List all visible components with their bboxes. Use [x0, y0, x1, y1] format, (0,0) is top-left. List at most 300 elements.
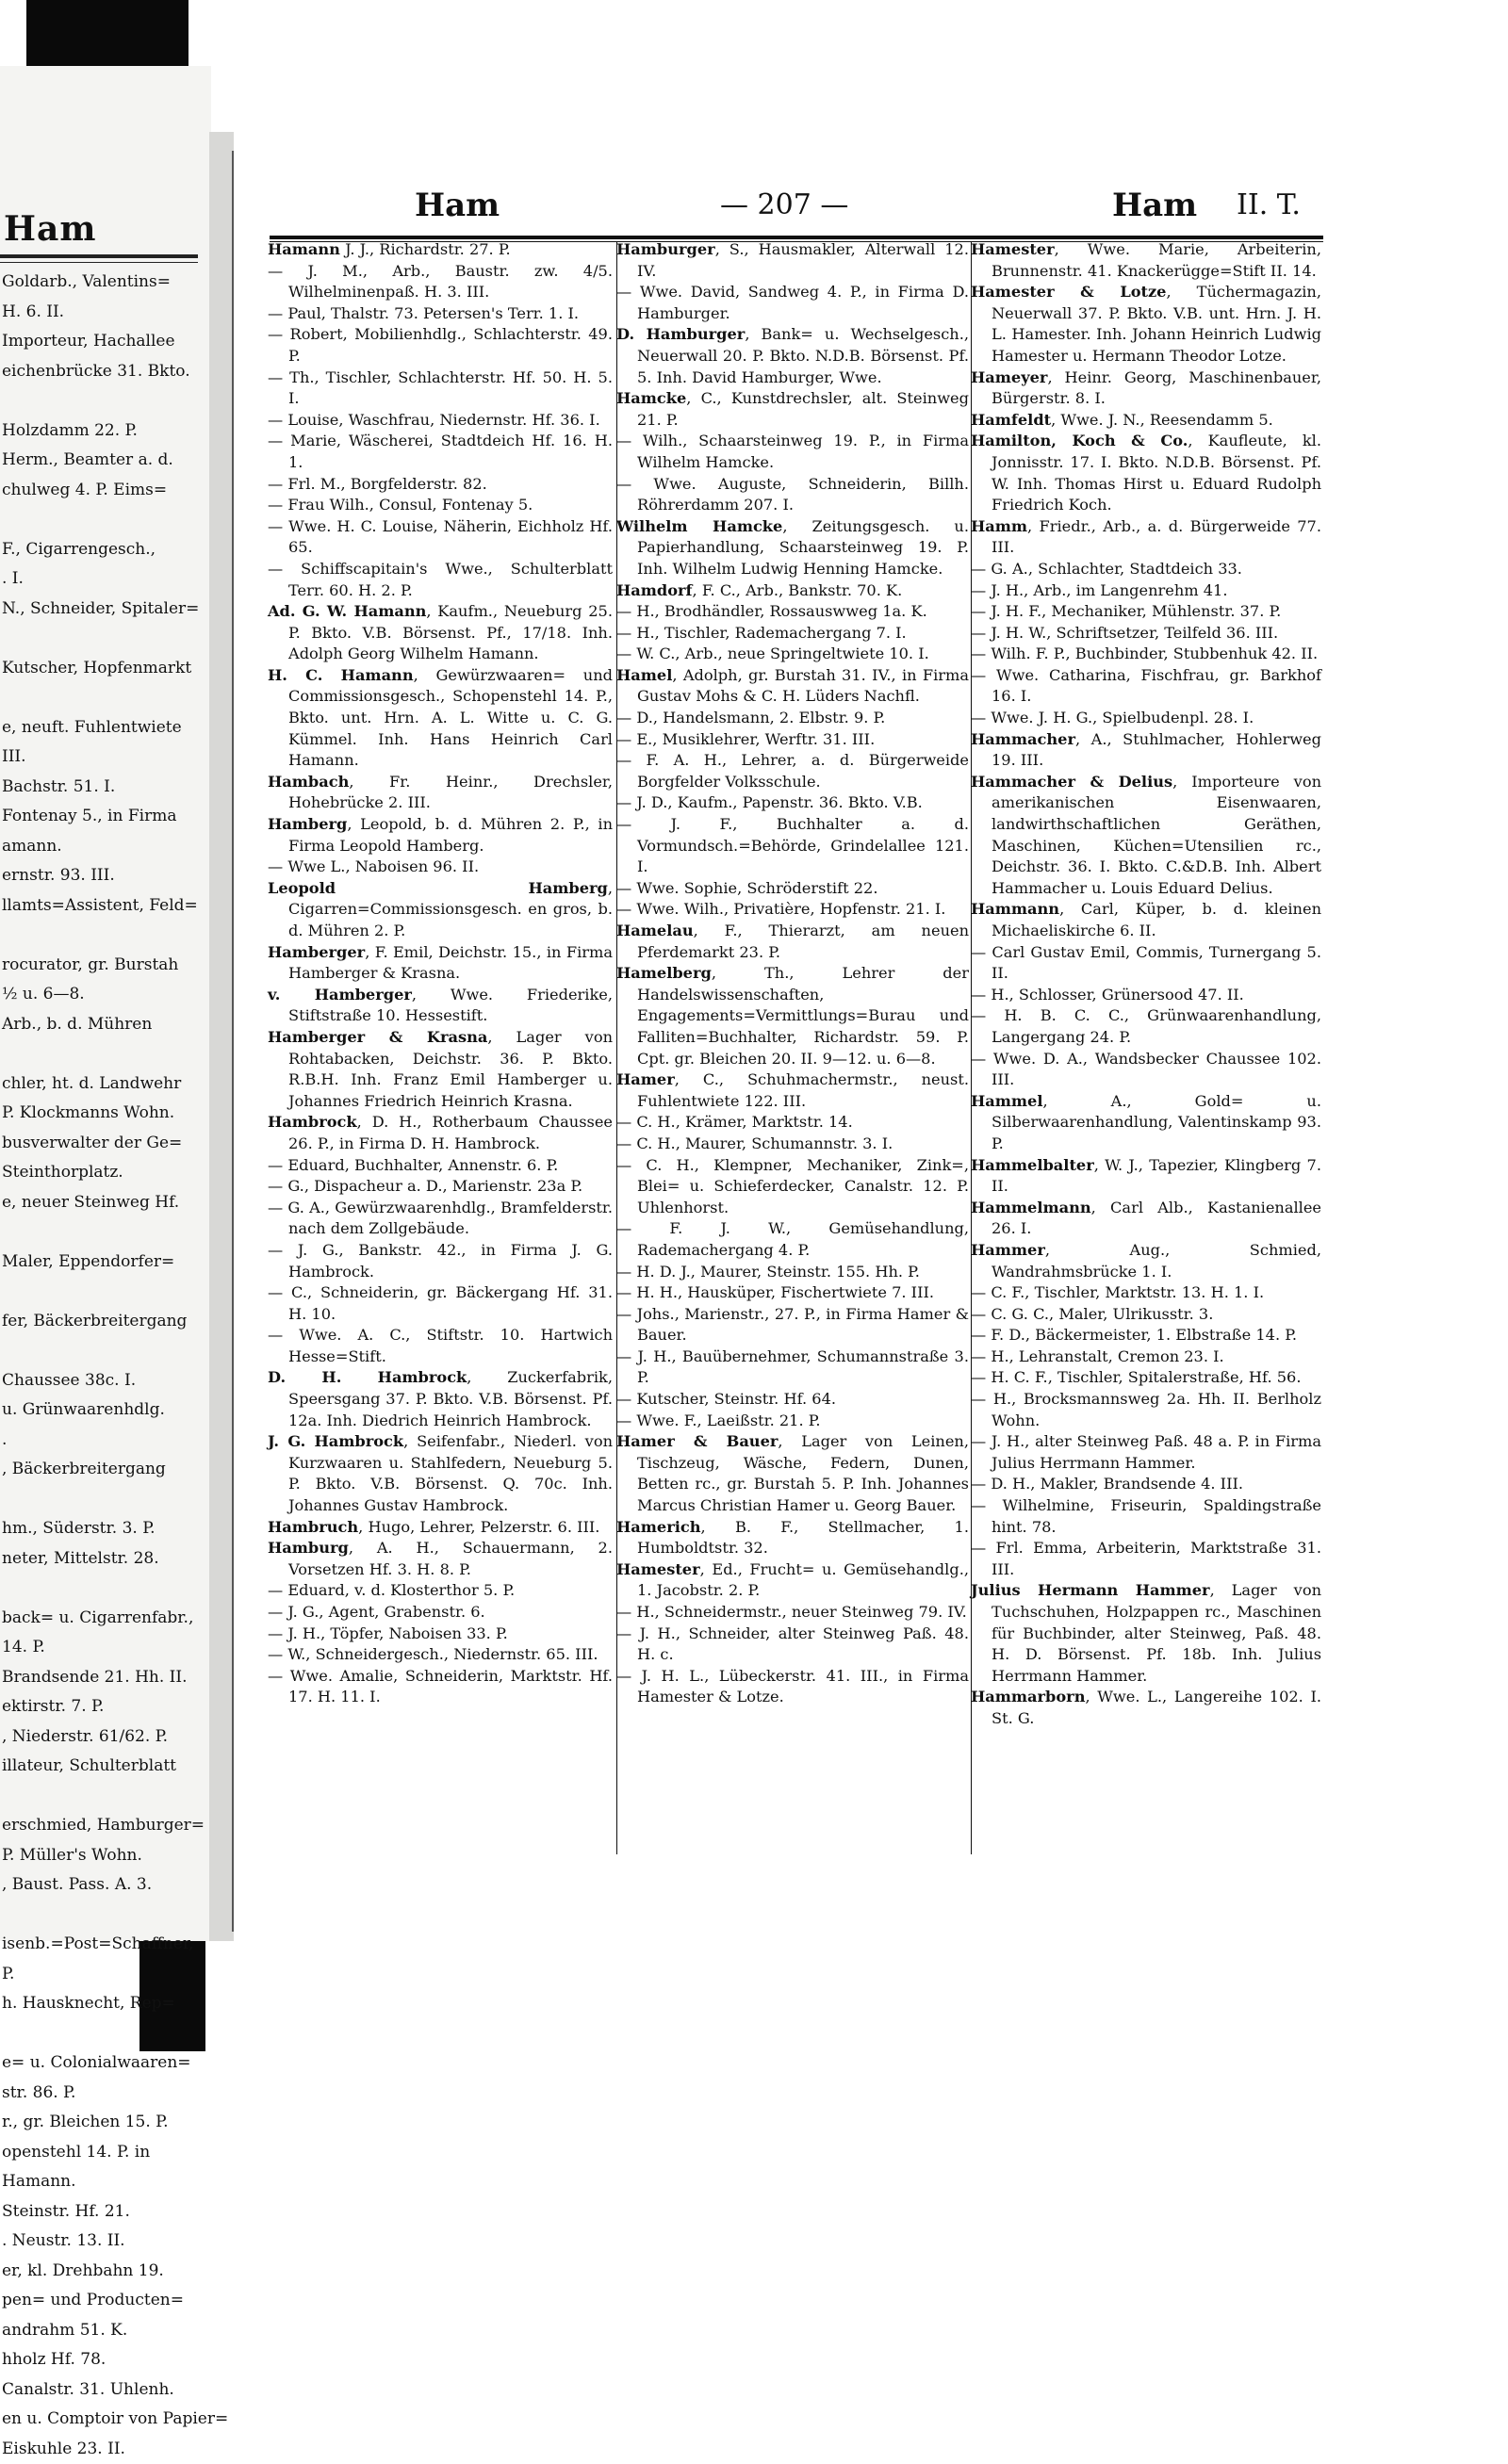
entry-details: — F. J. W., Gemüsehandlung, Rademachergang 4. P. — [616, 1219, 969, 1259]
directory-entry — [616, 665, 969, 708]
entry-details: — Wilhelmine, Friseurin, Spaldingstraße hint. 78. — [971, 1496, 1321, 1536]
entry-name: Hamburg — [268, 1539, 349, 1557]
entry-details: — Th., Tischler, Schlachterstr. Hf. 50. H. 5. I. — [268, 368, 613, 408]
entry-details: — Wwe. David, Sandweg 4. P., in Firma D. Hamburger. — [616, 283, 969, 322]
directory-entry — [971, 601, 1321, 623]
entry-details: — H. C. F., Tischler, Spitalerstraße, Hf. 56. — [971, 1368, 1302, 1386]
facing-page-line: Steinstr. Hf. 21. — [2, 2197, 205, 2227]
directory-entry — [268, 1325, 613, 1367]
entry-details: , S., Hausmakler, Alterwall 12. IV. — [637, 240, 969, 280]
facing-page-line — [2, 386, 205, 416]
entry-details: , F., Thierarzt, am neuen Pferdemarkt 23. P. — [637, 922, 969, 961]
entry-details: , A., Gold= u. Silberwaarenhandlung, Valentinskamp 93. P. — [992, 1092, 1321, 1152]
directory-entry — [971, 1580, 1321, 1687]
facing-page-line: isenb.=Post=Schaffner, — [2, 1930, 205, 1960]
facing-page-line: erschmied, Hamburger= — [2, 1811, 205, 1841]
directory-entry — [971, 1325, 1321, 1346]
entry-name: Ad. G. W. Hamann — [268, 602, 426, 620]
entry-details: — C. H., Klempner, Mechaniker, Zink=, Blei= u. Schieferdecker, Canalstr. 12. P. Uhlenhorst. — [616, 1156, 969, 1216]
directory-entry — [616, 474, 969, 516]
directory-entry — [268, 410, 613, 432]
entry-details: , Fr. Heinr., Drechsler, Hohebrücke 2. III. — [288, 773, 613, 812]
facing-page-line: er, kl. Drehbahn 19. — [2, 2257, 205, 2287]
directory-entry — [268, 1517, 613, 1539]
entry-name: H. C. Hamann — [268, 666, 414, 684]
entry-details: , Hugo, Lehrer, Pelzerstr. 6. III. — [358, 1518, 599, 1536]
directory-entry — [268, 942, 613, 985]
facing-page-line: en u. Comptoir von Papier= — [2, 2405, 205, 2435]
entry-name: Hamcke — [616, 389, 686, 407]
facing-page-line: , Baust. Pass. A. 3. — [2, 1870, 205, 1901]
directory-entry — [616, 729, 969, 751]
entry-details: — C. F., Tischler, Marktstr. 13. H. 1. I. — [971, 1283, 1264, 1301]
running-head-left: Ham — [415, 187, 500, 224]
entry-details: , Friedr., Arb., a. d. Bürgerweide 77. III. — [992, 517, 1321, 557]
facing-page-line: ektirstr. 7. P. — [2, 1692, 205, 1722]
entry-details: — W., Schneidergesch., Niedernstr. 65. III. — [268, 1645, 598, 1663]
entry-name: D. Hamburger — [616, 325, 745, 343]
entry-name: Hamilton, Koch & Co. — [971, 432, 1188, 449]
directory-entry — [616, 1134, 969, 1155]
entry-details: — J. H., alter Steinweg Paß. 48 a. P. in Firma Julius Herrmann Hammer. — [971, 1432, 1321, 1472]
directory-entry — [616, 1431, 969, 1516]
entry-name: Hamester — [616, 1560, 700, 1578]
facing-page-line: III. — [2, 742, 205, 773]
entry-name: Hamm — [971, 517, 1027, 535]
directory-entry — [971, 431, 1321, 515]
entry-details: , B. F., Stellmacher, 1. Humboldtstr. 32. — [637, 1518, 969, 1558]
directory-entry — [616, 1517, 969, 1559]
directory-entry — [268, 814, 613, 857]
directory-entry — [971, 1538, 1321, 1580]
entry-name: Hamann — [268, 240, 340, 258]
directory-entry — [616, 431, 969, 473]
running-head-right: Ham — [1112, 187, 1197, 224]
facing-page-line: Eiskuhle 23. II. — [2, 2435, 205, 2464]
directory-entry — [616, 1155, 969, 1219]
entry-details: — Wwe L., Naboisen 96. II. — [268, 857, 479, 875]
entry-details: , C., Kunstdrechsler, alt. Steinweg 21. P. — [637, 389, 969, 429]
directory-entry — [268, 985, 613, 1027]
entry-name: v. Hamberger — [268, 986, 412, 1004]
directory-entry — [971, 1198, 1321, 1240]
entry-details: — H., Brodhändler, Rossauswweg 1a. K. — [616, 602, 927, 620]
entry-details: — C. G. C., Maler, Ulrikusstr. 3. — [971, 1305, 1213, 1323]
entry-name: Hamel — [616, 666, 672, 684]
entry-details: — Wwe. Sophie, Schröderstift 22. — [616, 879, 878, 897]
entry-name: Hammel — [971, 1092, 1043, 1110]
entry-details: — Wwe. A. C., Stiftstr. 10. Hartwich Hesse=Stift. — [268, 1326, 613, 1365]
directory-entry — [268, 303, 613, 325]
directory-entry — [268, 516, 613, 559]
facing-page-line — [2, 1039, 205, 1069]
entry-details: — Robert, Mobilienhdlg., Schlachterstr. 49. P. — [268, 325, 613, 365]
entry-details: — Wilh., Schaarsteinweg 19. P., in Firma Wilhelm Hamcke. — [616, 432, 969, 471]
facing-page-line: pen= und Producten= — [2, 2286, 205, 2316]
entry-details: , C., Schuhmachermstr., neust. Fuhlentwiete 122. III. — [637, 1070, 969, 1110]
facing-page-line — [2, 1782, 205, 1812]
entry-details: , Tüchermagazin, Neuerwall 37. P. Bkto. V.B. unt. Hrn. J. H. L. Hamester. Inh. Johann Heinrich Ludwig Hamester u. Hermann Theodor Lotze. — [992, 283, 1321, 365]
directory-entry — [971, 1389, 1321, 1431]
facing-page-line: openstehl 14. P. in — [2, 2138, 205, 2168]
facing-page-line — [2, 683, 205, 713]
entry-details: — J. M., Arb., Baustr. zw. 4/5. Wilhelminenpaß. H. 3. III. — [268, 262, 613, 302]
facing-page-line: Steinthorplatz. — [2, 1158, 205, 1188]
entry-details: , A., Stuhlmacher, Hohlerweg 19. III. — [992, 730, 1321, 770]
entry-name: Hamfeldt — [971, 411, 1051, 429]
entry-name: Hammer — [971, 1241, 1045, 1259]
entry-details: — Wilh. F. P., Buchbinder, Stubbenhuk 42. II. — [971, 645, 1318, 662]
facing-page-line: rocurator, gr. Burstah — [2, 951, 205, 981]
facing-page-line: P. Müller's Wohn. — [2, 1841, 205, 1871]
directory-entry — [616, 1411, 969, 1432]
facing-page-line: e, neuer Steinweg Hf. — [2, 1188, 205, 1218]
entry-name: Hamerich — [616, 1518, 701, 1536]
directory-entry — [971, 1049, 1321, 1091]
entry-details: — H., Brocksmannsweg 2a. Hh. II. Berlholz Wohn. — [971, 1390, 1321, 1429]
directory-entry — [268, 878, 613, 942]
entry-details: — Marie, Wäscherei, Stadtdeich Hf. 16. H. 1. — [268, 432, 613, 471]
entry-details: , Bank= u. Wechselgesch., Neuerwall 20. P. Bkto. N.D.B. Börsenst. Pf. 5. Inh. David Hamburger, Wwe. — [637, 325, 969, 385]
book-gutter — [209, 132, 234, 1941]
directory-entry — [268, 1282, 613, 1325]
directory-entry — [268, 367, 613, 410]
facing-page-line: andrahm 51. K. — [2, 2316, 205, 2346]
facing-page-line: P. — [2, 1960, 205, 1990]
entry-name: Wilhelm Hamcke — [616, 517, 782, 535]
directory-entry — [971, 942, 1321, 985]
entry-details: — G. A., Schlachter, Stadtdeich 33. — [971, 560, 1242, 578]
facing-page-line: e, neuft. Fuhlentwiete — [2, 713, 205, 743]
facing-page-line: amann. — [2, 832, 205, 862]
directory-entry — [971, 1367, 1321, 1389]
entry-details: — Wwe. H. C. Louise, Näherin, Eichholz Hf. 65. — [268, 517, 613, 557]
directory-page — [236, 141, 1342, 1960]
facing-page-line — [2, 1901, 205, 1931]
facing-page-line: illateur, Schulterblatt — [2, 1752, 205, 1782]
entry-details: — H., Schneidermstr., neuer Steinweg 79. IV. — [616, 1603, 967, 1621]
directory-entry — [268, 1367, 613, 1431]
entry-name: Hamester — [971, 240, 1055, 258]
facing-page-line: chulweg 4. P. Eims= — [2, 476, 205, 506]
entry-details: — J. H., Töpfer, Naboisen 33. P. — [268, 1624, 508, 1642]
facing-page-line: str. 86. P. — [2, 2079, 205, 2109]
entry-details: , Aug., Schmied, Wandrahmsbrücke 1. I. — [992, 1241, 1321, 1281]
directory-entry — [268, 261, 613, 303]
entry-details: , Lager von Rohtabacken, Deichstr. 36. P. Bkto. R.B.H. Inh. Franz Emil Hamberger u. Johannes Friedrich Heinrich Krasna. — [288, 1028, 613, 1110]
facing-page-line: . — [2, 1426, 205, 1456]
entry-name: Hameyer — [971, 368, 1047, 386]
directory-entry — [616, 878, 969, 900]
directory-entry — [268, 559, 613, 601]
facing-page-line: neter, Mittelstr. 28. — [2, 1544, 205, 1575]
entry-name: Hamelberg — [616, 964, 712, 982]
directory-entry — [971, 559, 1321, 580]
entry-details: , F. C., Arb., Bankstr. 70. K. — [693, 581, 903, 599]
entry-details: — D., Handelsmann, 2. Elbstr. 9. P. — [616, 709, 885, 726]
entry-details: , Gewürzwaaren= und Commissionsgesch., Schopenstehl 14. P., Bkto. unt. Hrn. A. L. Witte u. C. G. Kümmel. Inh. Hans Heinrich Carl Hamann. — [288, 666, 613, 769]
entry-details: — Louise, Waschfrau, Niedernstr. Hf. 36. I. — [268, 411, 600, 429]
directory-entry — [268, 1112, 613, 1154]
directory-entry — [268, 665, 613, 772]
directory-entry — [616, 388, 969, 431]
facing-page-line: N., Schneider, Spitaler= — [2, 595, 205, 625]
directory-entry — [971, 1240, 1321, 1282]
directory-entry — [616, 1624, 969, 1666]
entry-name: Hammann — [971, 900, 1059, 918]
entry-details: , Wwe. J. N., Reesendamm 5. — [1051, 411, 1273, 429]
facing-page-line: ernstr. 93. III. — [2, 861, 205, 891]
facing-page-line: , Bäckerbreitergang — [2, 1455, 205, 1485]
directory-entry — [268, 1431, 613, 1516]
directory-entry — [268, 239, 613, 261]
directory-entry — [971, 1495, 1321, 1538]
entry-details: — J. H. W., Schriftsetzer, Teilfeld 36. III. — [971, 624, 1278, 642]
directory-entry — [971, 516, 1321, 559]
entry-details: , W. J., Tapezier, Klingberg 7. II. — [992, 1156, 1321, 1196]
entry-details: — Schiffscapitain's Wwe., Schulterblatt Terr. 60. H. 2. P. — [268, 560, 613, 599]
facing-page-line: Herm., Beamter a. d. — [2, 446, 205, 476]
entry-details: , Cigarren=Commissionsgesch. en gros, b. d. Mühren 2. P. — [288, 879, 613, 939]
directory-entry — [971, 239, 1321, 282]
facing-page-line: Hamann. — [2, 2167, 205, 2197]
directory-entry — [268, 857, 613, 878]
directory-entry — [616, 1389, 969, 1411]
entry-name: Leopold Hamberg — [268, 879, 608, 897]
entry-name: Hambach — [268, 773, 349, 791]
entry-details: — H., Tischler, Rademachergang 7. I. — [616, 624, 907, 642]
facing-page-line: hholz Hf. 78. — [2, 2345, 205, 2375]
facing-page-line — [2, 505, 205, 535]
entry-name: Hamberger — [268, 943, 365, 961]
facing-page-line — [2, 624, 205, 654]
entry-details: — W. C., Arb., neue Springeltwiete 10. I. — [616, 645, 929, 662]
directory-entry — [616, 1346, 969, 1389]
facing-page-line: Bachstr. 51. I. — [2, 773, 205, 803]
entry-details: — F. A. H., Lehrer, a. d. Bürgerweide Borgfelder Volksschule. — [616, 751, 969, 791]
directory-entry — [268, 1580, 613, 1602]
entry-name: Hambruch — [268, 1518, 358, 1536]
directory-entry — [971, 772, 1321, 900]
directory-entry — [268, 1602, 613, 1624]
entry-details: — H., Schlosser, Grünersood 47. II. — [971, 986, 1244, 1004]
facing-page-line — [2, 1336, 205, 1366]
directory-entry — [616, 324, 969, 388]
directory-entry — [616, 644, 969, 665]
directory-entry — [268, 1155, 613, 1177]
entry-details: , A. H., Schauermann, 2. Vorsetzen Hf. 3. H. 8. P. — [288, 1539, 613, 1578]
entry-name: Hamelau — [616, 922, 694, 939]
facing-page-line — [2, 921, 205, 951]
directory-entry — [616, 516, 969, 580]
facing-page-line — [2, 1574, 205, 1604]
entry-details: — D. H., Makler, Brandsende 4. III. — [971, 1475, 1243, 1493]
entry-details: — C., Schneiderin, gr. Bäckergang Hf. 31. H. 10. — [268, 1283, 613, 1323]
directory-entry — [971, 1005, 1321, 1048]
directory-entry — [616, 708, 969, 729]
directory-entry — [971, 367, 1321, 410]
entry-details: — Wwe. Catharina, Fischfrau, gr. Barkhof 16. I. — [971, 666, 1321, 706]
entry-details: — J. D., Kaufm., Papenstr. 36. Bkto. V.B. — [616, 793, 923, 811]
facing-page-line: 14. P. — [2, 1633, 205, 1663]
directory-entry — [268, 1240, 613, 1282]
directory-entry — [971, 282, 1321, 367]
directory-entry — [616, 1304, 969, 1346]
entry-details: , Carl, Küper, b. d. kleinen Michaeliskirche 6. II. — [992, 900, 1321, 939]
entry-details: — H. B. C. C., Grünwaarenhandlung, Langergang 24. P. — [971, 1006, 1321, 1046]
directory-entry — [971, 1091, 1321, 1155]
facing-page-line — [2, 1485, 205, 1515]
directory-entry — [616, 239, 969, 282]
facing-page-rule-thin — [0, 262, 198, 263]
directory-entry — [616, 623, 969, 645]
facing-page-line: Canalstr. 31. Uhlenh. — [2, 2375, 205, 2406]
entry-details: , Leopold, b. d. Mühren 2. P., in Firma Leopold Hamberg. — [288, 815, 613, 855]
facing-page-line: Brandsende 21. Hh. II. — [2, 1663, 205, 1693]
entry-details: , Zuckerfabrik, Speersgang 37. P. Bkto. V.B. Börsenst. Pf. 12a. Inh. Diedrich Heinrich Hambrock. — [288, 1368, 613, 1428]
entry-details: , D. H., Rotherbaum Chaussee 26. P., in Firma D. H. Hambrock. — [288, 1113, 613, 1152]
entry-details: — Wwe. Amalie, Schneiderin, Marktstr. Hf. 17. H. 11. I. — [268, 1667, 613, 1706]
entry-details: — C. H., Krämer, Marktstr. 14. — [616, 1113, 853, 1131]
directory-entry — [268, 431, 613, 473]
directory-entry — [616, 814, 969, 878]
directory-entry — [616, 1262, 969, 1283]
entry-name: Hamberger & Krasna — [268, 1028, 487, 1046]
facing-page-line: Kutscher, Hopfenmarkt — [2, 654, 205, 684]
directory-entry — [616, 1218, 969, 1261]
directory-entry — [616, 1282, 969, 1304]
entry-name: D. H. Hambrock — [268, 1368, 467, 1386]
entry-details: , Importeure von amerikanischen Eisenwaaren, landwirthschaftlichen Geräthen, Maschinen, Küchen=Utensilien rc., Deichstr. 36. I. Bkto. C.&D.B. Inh. Albert Hammacher u. Louis Eduard Delius. — [992, 773, 1321, 897]
entry-details: — Wwe. D. A., Wandsbecker Chaussee 102. III. — [971, 1050, 1321, 1089]
entry-name: Hammelbalter — [971, 1156, 1094, 1174]
page-edge — [232, 151, 234, 1932]
entry-name: Hamberg — [268, 815, 347, 833]
directory-entry — [971, 580, 1321, 602]
directory-entry — [616, 1602, 969, 1624]
directory-entry — [616, 750, 969, 792]
entry-details: — Wwe. J. H. G., Spielbudenpl. 28. I. — [971, 709, 1254, 726]
directory-entry — [268, 1666, 613, 1708]
entry-name: Hambrock — [268, 1113, 357, 1131]
facing-page-line: eichenbrücke 31. Bkto. — [2, 357, 205, 387]
directory-entry — [616, 580, 969, 602]
directory-entry — [971, 623, 1321, 645]
entry-name: Julius Hermann Hammer — [971, 1581, 1210, 1599]
directory-entry — [971, 410, 1321, 432]
column-1 — [268, 239, 618, 1708]
entry-details: — Wwe. Auguste, Schneiderin, Billh. Röhrerdamm 207. I. — [616, 475, 969, 514]
volume-label: II. T. — [1237, 188, 1301, 221]
directory-entry — [616, 282, 969, 324]
directory-entry — [268, 1176, 613, 1198]
facing-page-line: F., Cigarrengesch., — [2, 535, 205, 565]
entry-name: Hamburger — [616, 240, 715, 258]
directory-entry — [971, 665, 1321, 708]
entry-details: , Seifenfabr., Niederl. von Kurzwaaren u. Stahlfedern, Neueburg 5. P. Bkto. V.B. Börsenst. Q. 70c. Inh. Johannes Gustav Hambrock. — [288, 1432, 613, 1514]
facing-page-line — [2, 1277, 205, 1307]
directory-entry — [268, 1624, 613, 1645]
entry-details: — Eduard, Buchhalter, Annenstr. 6. P. — [268, 1156, 558, 1174]
facing-page-line: h. Hausknecht, Rep= — [2, 1989, 205, 2019]
facing-page-running-head: Ham — [4, 209, 96, 249]
entry-name: Hamester & Lotze — [971, 283, 1166, 301]
directory-entry — [971, 644, 1321, 665]
entry-name: Hammarborn — [971, 1688, 1085, 1705]
entry-details: , F. Emil, Deichstr. 15., in Firma Hamberger & Krasna. — [288, 943, 613, 983]
directory-entry — [616, 601, 969, 623]
entry-details: — Eduard, v. d. Klosterthor 5. P. — [268, 1581, 515, 1599]
facing-page-line: Importeur, Hachallee — [2, 327, 205, 357]
entry-details: — Wwe. F., Laeißstr. 21. P. — [616, 1411, 821, 1429]
entry-name: Hammacher — [971, 730, 1075, 748]
facing-page-line: , Niederstr. 61/62. P. — [2, 1722, 205, 1753]
directory-entry — [268, 772, 613, 814]
facing-page-line: ½ u. 6—8. — [2, 980, 205, 1010]
entry-details: — J. H., Schneider, alter Steinweg Paß. 48. H. c. — [616, 1624, 969, 1664]
entry-details: — G. A., Gewürzwaarenhdlg., Bramfelderstr. nach dem Zollgebäude. — [268, 1199, 613, 1238]
entry-details: , Heinr. Georg, Maschinenbauer, Bürgerstr. 8. I. — [992, 368, 1321, 408]
entry-details: , Kaufm., Neueburg 25. P. Bkto. V.B. Börsenst. Pf., 17/18. Inh. Adolph Georg Wilhelm Hamann. — [288, 602, 613, 662]
entry-details: — J. G., Bankstr. 42., in Firma J. G. Hambrock. — [268, 1241, 613, 1281]
directory-entry — [971, 1431, 1321, 1474]
facing-page-line: u. Grünwaarenhdlg. — [2, 1395, 205, 1426]
directory-entry — [971, 1687, 1321, 1729]
directory-entry — [268, 495, 613, 516]
facing-page-line: r., gr. Bleichen 15. P. — [2, 2108, 205, 2138]
directory-entry — [616, 899, 969, 921]
column-2 — [616, 239, 975, 1708]
facing-page-fragment — [0, 66, 211, 1941]
column-3 — [971, 239, 1327, 1730]
scan-border-left — [26, 0, 123, 68]
directory-entry — [268, 1027, 613, 1112]
entry-details: J. J., Richardstr. 27. P. — [340, 240, 511, 258]
entry-details: — Wwe. Wilh., Privatière, Hopfenstr. 21. I. — [616, 900, 945, 918]
entry-details: , Carl Alb., Kastanienallee 26. I. — [992, 1199, 1321, 1238]
directory-entry — [971, 1282, 1321, 1304]
entry-details: , Wwe. L., Langereihe 102. I. St. G. — [992, 1688, 1321, 1727]
facing-page-line: Arb., b. d. Mühren — [2, 1010, 205, 1040]
facing-page-line: . I. — [2, 564, 205, 595]
entry-details: — J. H., Bauübernehmer, Schumannstraße 3. P. — [616, 1347, 969, 1387]
entry-details: — F. D., Bäckermeister, 1. Elbstraße 14. P. — [971, 1326, 1297, 1344]
facing-page-line: hm., Süderstr. 3. P. — [2, 1514, 205, 1544]
facing-page-line: busverwalter der Ge= — [2, 1129, 205, 1159]
entry-details: — Carl Gustav Emil, Commis, Turnergang 5. II. — [971, 943, 1321, 983]
directory-entry — [971, 1346, 1321, 1368]
facing-page-line: H. 6. II. — [2, 298, 205, 328]
facing-page-line — [2, 2019, 205, 2049]
entry-details: — C. H., Maurer, Schumannstr. 3. I. — [616, 1134, 893, 1152]
facing-page-line: Holzdamm 22. P. — [2, 416, 205, 447]
entry-details: — H. D. J., Maurer, Steinstr. 155. Hh. P. — [616, 1263, 920, 1281]
facing-page-line: . Neustr. 13. II. — [2, 2227, 205, 2257]
directory-entry — [616, 921, 969, 963]
entry-details: — J. G., Agent, Grabenstr. 6. — [268, 1603, 485, 1621]
facing-page-line: P. Klockmanns Wohn. — [2, 1099, 205, 1129]
entry-name: Hamer — [616, 1070, 675, 1088]
entry-details: — H., Lehranstalt, Cremon 23. I. — [971, 1347, 1224, 1365]
entry-details: , Zeitungsgesch. u. Papierhandlung, Schaarsteinweg 19. P. Inh. Wilhelm Ludwig Henning Hamcke. — [637, 517, 969, 578]
directory-entry — [616, 963, 969, 1069]
entry-details: — Frl. M., Borgfelderstr. 82. — [268, 475, 487, 493]
entry-details: , Wwe. Friederike, Stiftstraße 10. Hessestift. — [288, 986, 613, 1025]
page-header — [236, 141, 1329, 232]
entry-details: — J. H. L., Lübeckerstr. 41. III., in Firma Hamester & Lotze. — [616, 1667, 969, 1706]
entry-name: Hamdorf — [616, 581, 693, 599]
directory-entry — [268, 1538, 613, 1580]
